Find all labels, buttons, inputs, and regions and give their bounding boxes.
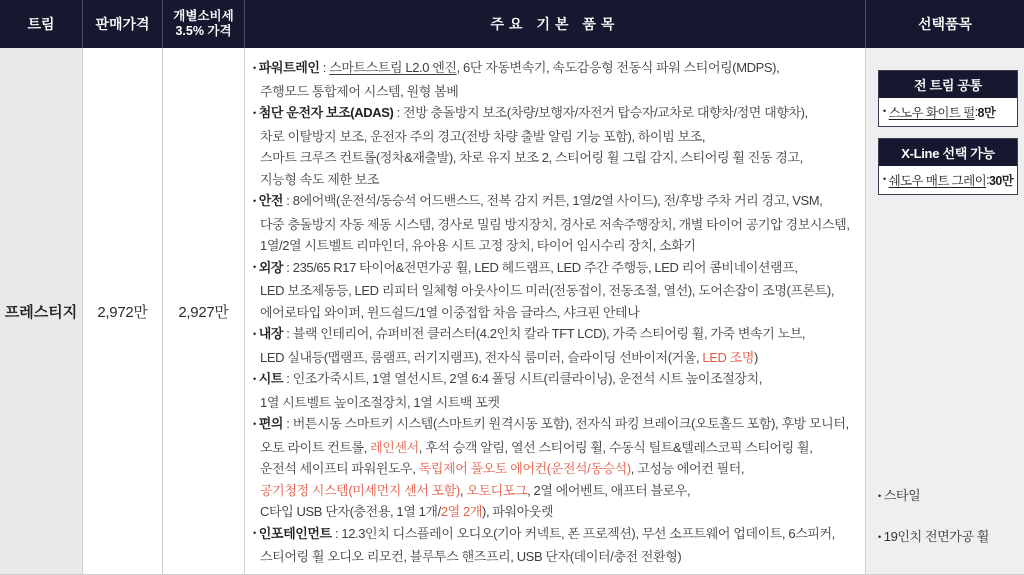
option-box — [878, 70, 1018, 127]
feature-line — [253, 501, 861, 523]
feature-line — [253, 235, 861, 257]
feature-text-segment: 1열/2열 시트벨트 리마인더, 유아용 시트 고정 장치, 타이어 임시수리 장치, 소화기 — [260, 238, 696, 253]
trim-name-cell — [0, 48, 83, 575]
feature-category-label: 외장 — [258, 259, 284, 275]
feature-line — [253, 169, 861, 191]
feature-text-segment: , 2열 에어벤트, 애프터 블로우, — [527, 482, 691, 498]
feature-text-segment: 버튼시동 스마트키 시스템(스마트키 원격시동 포함), 전자식 파킹 브레이크(오토홀드 포함), 후방 모니터, — [292, 416, 849, 431]
option-boxes — [878, 70, 1016, 206]
feature-line — [253, 81, 861, 103]
feature-text-segment: 독립제어 풀오토 에어컨(운전석/동승석) — [418, 461, 631, 476]
header-options-label: 선택품목 — [917, 16, 973, 32]
header-tax-price — [163, 0, 245, 48]
feature-text-segment: 에어로타입 와이퍼, 윈드쉴드/1열 이중접합 차음 글라스, 샤크핀 안테나 — [260, 304, 640, 320]
bullet-icon: • — [253, 107, 256, 118]
option-box-title: 전 트림 공통 — [879, 71, 1017, 98]
feature-category-label: 편의 — [258, 416, 284, 431]
feature-text-segment: LED 보조제동등, LED 리피터 일체형 아웃사이드 미러(전동접이, 전동조절, 열선), 도어손잡이 조명(프론트), — [260, 283, 835, 298]
option-extra-items — [878, 485, 1016, 559]
feature-line — [253, 126, 861, 148]
header-tax-line1: 개별소비세 — [173, 9, 234, 23]
feature-category-label: 내장 — [258, 326, 284, 341]
feature-line: • 파워트레인 : 스마트스트림 L2.0 엔진, 6단 자동변속기, 속도감응형 전동식 파워 스티어링(MDPS), — [253, 60, 780, 75]
feature-text-segment: 차로 이탈방지 보조, 운전자 주의 경고(전방 차량 출발 알림 기능 포함), 하이빔 보조, — [260, 128, 706, 144]
bullet-icon: • — [253, 62, 256, 73]
feature-line: • 편의 : 버튼시동 스마트키 시스템(스마트키 원격시동 포함), 전자식 파킹 브레이크(오토홀드 포함), 후방 모니터, — [253, 416, 849, 431]
feature-line — [253, 214, 861, 236]
feature-text-segment: 공기청정 시스템(미세먼지 센서 포함) — [260, 482, 460, 498]
feature-line — [253, 458, 861, 480]
options-cell — [866, 48, 1024, 575]
feature-category-label: 첨단 운전자 보조(ADAS) — [258, 105, 394, 120]
table-header-row — [0, 0, 1024, 48]
trim-row — [0, 48, 1024, 575]
feature-text-segment: : — [986, 173, 989, 187]
feature-line — [253, 480, 861, 502]
options-spacer — [878, 206, 1016, 485]
option-extra-item: • 스타일 — [878, 488, 921, 503]
feature-text-segment: ), 파워아웃렛 — [482, 504, 554, 519]
feature-list — [245, 48, 866, 575]
header-trim — [0, 0, 83, 48]
feature-text-segment: 오토 라이트 컨트롤, — [260, 439, 371, 455]
header-tax-line2: 3.5% 가격 — [175, 24, 232, 38]
feature-text-segment: , — [459, 482, 467, 498]
option-box — [878, 138, 1018, 195]
sale-price: 2,972만 — [97, 304, 148, 321]
header-features — [245, 0, 866, 48]
bullet-icon: • — [253, 418, 256, 429]
bullet-icon: • — [253, 528, 256, 538]
feature-text-segment: 스마트 크루즈 컨트롤(정차&재출발), 차로 유지 보조 2, 스티어링 휠 그립 감지, 스티어링 휠 진동 경고, — [260, 150, 803, 165]
feature-text-segment: 쉐도우 매트 그레이 — [888, 174, 987, 188]
option-extra-item: • 19인치 전면가공 휠 — [878, 529, 989, 544]
feature-line — [253, 437, 861, 459]
header-options — [866, 0, 1024, 48]
feature-line: • 외장 : 235/65 R17 타이어&전면가공 휠, LED 헤드램프, LED 주간 주행등, LED 리어 콤비네이션램프, — [253, 259, 798, 275]
bullet-icon: • — [253, 195, 256, 206]
feature-text-segment: 235/65 R17 타이어&전면가공 휠, LED 헤드램프, LED 주간 주행등, LED 리어 콤비네이션램프, — [292, 259, 798, 275]
feature-text-segment: , 후석 승객 알림, 열선 스티어링 휠, 수동식 틸트&텔레스코픽 스티어링 휠, — [418, 439, 813, 455]
feature-text-segment: 인조가죽시트, 1열 열선시트, 2열 6:4 폴딩 시트(리클라이닝), 운전석 시트 높이조절장치, — [292, 371, 762, 386]
feature-text-segment: , 6단 자동변속기, 속도감응형 전동식 파워 스티어링(MDPS), — [456, 60, 780, 75]
feature-text-segment: 8만 — [977, 106, 996, 120]
feature-text-segment: : — [974, 105, 978, 119]
header-features-label: 주요 기본 품목 — [490, 16, 620, 32]
bullet-icon: • — [883, 173, 886, 184]
feature-text-segment: 오토디포그 — [466, 482, 528, 498]
bullet-icon: • — [883, 105, 886, 116]
feature-text-segment: 전방 충돌방지 보조(차량/보행자/자전거 탑승자/교차로 대향차/정면 대향차), — [403, 105, 808, 120]
feature-line — [253, 392, 861, 414]
feature-line — [253, 280, 861, 302]
feature-line — [253, 347, 861, 369]
bullet-icon: • — [878, 490, 881, 501]
sale-price-cell — [83, 48, 163, 575]
bullet-icon: • — [253, 373, 256, 384]
header-price-label: 판매가격 — [95, 16, 150, 32]
feature-text-segment: 12.3인치 디스플레이 오디오(기아 커넥트, 폰 프로젝션), 무선 소프트웨어 업데이트, 6스피커, — [341, 525, 835, 541]
bullet-icon: • — [878, 531, 881, 542]
feature-text-segment: 30만 — [988, 174, 1014, 188]
feature-text-segment: LED 실내등(맵램프, 룸램프, 러기지램프), 전자식 룸미러, 슬라이딩 선바이저(거울, — [260, 349, 703, 365]
feature-text-segment: 스노우 화이트 펄 — [888, 106, 975, 120]
feature-line: • 인포테인먼트 : 12.3인치 디스플레이 오디오(기아 커넥트, 폰 프로젝션), 무선 소프트웨어 업데이트, 6스피커, — [253, 525, 835, 541]
feature-category-label: 인포테인먼트 — [258, 525, 332, 541]
header-price — [83, 0, 163, 48]
feature-line: • 안전 : 8에어백(운전석/동승석 어드밴스드, 전복 감지 커튼, 1열/2열 사이드), 전/후방 주차 거리 경고, VSM, — [253, 193, 823, 208]
option-box-item — [879, 166, 1017, 194]
feature-line: • 첨단 운전자 보조(ADAS) : 전방 충돌방지 보조(차량/보행자/자전거 탑승자/교차로 대향차/정면 대향차), — [253, 105, 808, 120]
feature-text-segment: LED 조명 — [702, 349, 754, 365]
feature-line — [253, 302, 861, 324]
feature-category-label: 안전 — [258, 193, 284, 208]
feature-text-segment: 운전석 세이프티 파워윈도우, — [260, 461, 419, 476]
bullet-icon: • — [253, 262, 256, 272]
tax-price-cell — [163, 48, 245, 575]
feature-text-segment: ) — [754, 349, 758, 365]
feature-text-segment: 8에어백(운전석/동승석 어드밴스드, 전복 감지 커튼, 1열/2열 사이드), 전/후방 주차 거리 경고, VSM, — [292, 193, 823, 208]
tax-price: 2,927만 — [178, 304, 229, 321]
feature-category-label: 파워트레인 — [258, 60, 320, 75]
feature-line: • 시트 : 인조가죽시트, 1열 열선시트, 2열 6:4 폴딩 시트(리클라이닝), 운전석 시트 높이조절장치, — [253, 371, 762, 386]
feature-text-segment: 2열 2개 — [440, 504, 483, 519]
feature-text-segment: 스마트스트림 L2.0 엔진 — [329, 60, 457, 75]
feature-text-segment: 스티어링 휠 오디오 리모컨, 블루투스 핸즈프리, USB 단자(데이터/충전 전환형) — [260, 549, 682, 564]
bullet-icon: • — [253, 328, 256, 339]
feature-text-segment: 레인센서 — [370, 439, 419, 455]
feature-text-segment: 지능형 속도 제한 보조 — [260, 171, 380, 187]
feature-text-segment: 다중 충돌방지 자동 제동 시스템, 경사로 밀림 방지장치, 경사로 저속주행장치, 개별 타이어 공기압 경보시스템, — [260, 216, 850, 232]
feature-text-segment: 주행모드 통합제어 시스템, 원형 봄베 — [260, 83, 459, 99]
header-trim-label: 트림 — [27, 16, 55, 32]
trim-name: 프레스티지 — [4, 304, 78, 321]
feature-text-segment: , 고성능 에어컨 필터, — [630, 461, 745, 476]
feature-line — [253, 147, 861, 169]
feature-category-label: 시트 — [258, 371, 284, 386]
feature-line: • 내장 : 블랙 인테리어, 슈퍼비전 클러스터(4.2인치 칼라 TFT LCD), 가죽 스티어링 휠, 가죽 변속기 노브, — [253, 326, 806, 341]
feature-text-segment: C타입 USB 단자(충전용, 1열 1개/ — [260, 504, 441, 519]
option-box-item — [879, 98, 1017, 126]
feature-line — [253, 546, 861, 568]
feature-text-segment: 블랙 인테리어, 슈퍼비전 클러스터(4.2인치 칼라 TFT LCD), 가죽 스티어링 휠, 가죽 변속기 노브, — [292, 326, 806, 341]
option-box-title: X-Line 선택 가능 — [879, 139, 1017, 166]
feature-text-segment: 1열 시트벨트 높이조절장치, 1열 시트백 포켓 — [260, 394, 500, 410]
